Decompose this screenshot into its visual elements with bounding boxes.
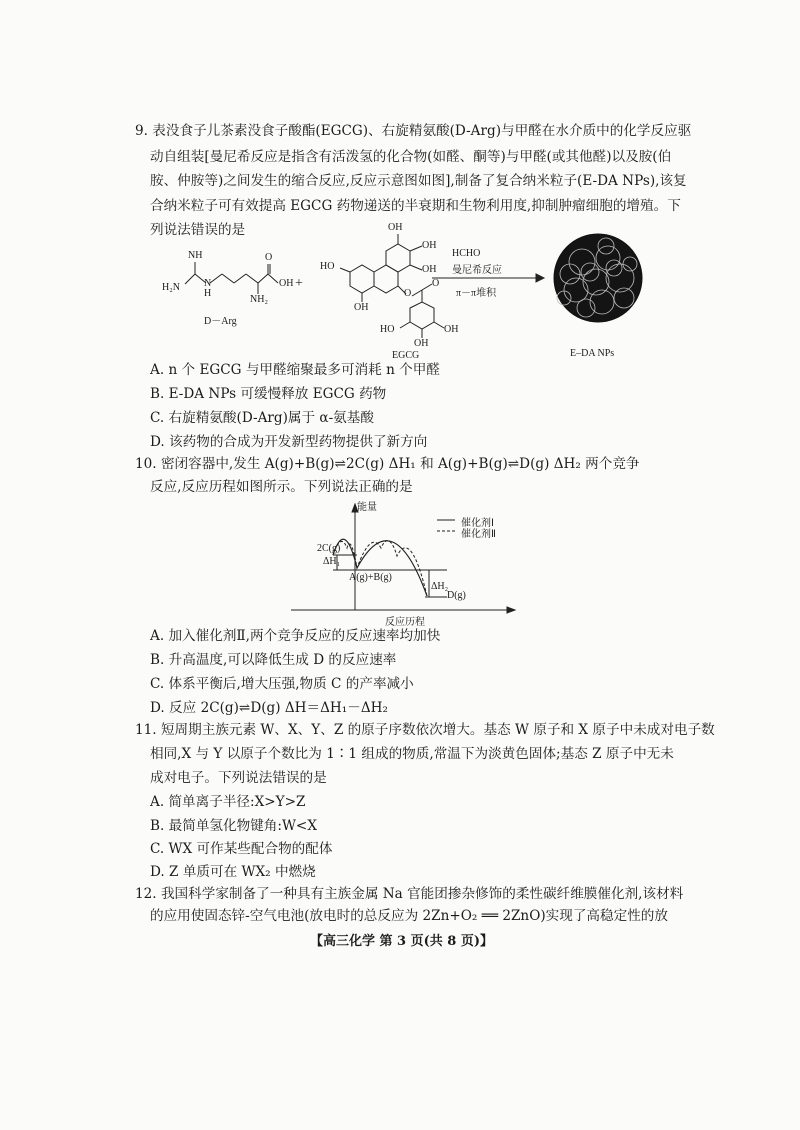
q10-option-a: A. 加入催化剂Ⅱ,两个竞争反应的反应速率均加快 bbox=[150, 628, 441, 644]
arrow-label-mannich: 曼尼希反应 bbox=[452, 265, 502, 276]
q10-line-2: 反应,反应历程如图所示。下列说法正确的是 bbox=[150, 479, 413, 495]
egcg-bond bbox=[340, 268, 350, 272]
reaction-arrow-head bbox=[536, 274, 544, 282]
atom-oh-d1: OH bbox=[414, 338, 429, 349]
atom-h: H bbox=[204, 288, 212, 299]
arrow-label-stacking: π－π堆积 bbox=[456, 288, 497, 299]
q9-reaction-figure bbox=[150, 222, 670, 362]
x-axis-label: 反应历程 bbox=[385, 617, 425, 628]
page-footer: 【高三化学 第 3 页(共 8 页)】 bbox=[310, 934, 494, 949]
label-dh1: ΔH₁ bbox=[323, 556, 341, 567]
egcg-ring-a bbox=[350, 265, 374, 293]
q10-option-c: C. 体系平衡后,增大压强,物质 C 的产率减小 bbox=[150, 676, 414, 692]
darg-bond bbox=[258, 274, 268, 283]
q11-option-d: D. Z 单质可在 WX₂ 中燃烧 bbox=[150, 864, 316, 880]
atom-oh: OH bbox=[279, 278, 294, 289]
atom-o-ester: O bbox=[404, 288, 412, 299]
q9-option-d: D. 该药物的合成为开发新型药物提供了新方向 bbox=[150, 434, 428, 450]
label-ab: A(g)+B(g) bbox=[349, 572, 392, 583]
atom-o: O bbox=[265, 252, 273, 263]
q10-option-d: D. 反应 2C(g)⇌D(g) ΔH＝ΔH₁－ΔH₂ bbox=[150, 700, 388, 716]
egcg-ring-b bbox=[386, 244, 410, 272]
darg-bond bbox=[210, 274, 222, 283]
q11-line-2: 相同,X 与 Y 以原子个数比为 1∶1 组成的物质,常温下为淡黄色固体;基态 Z 原子中无未 bbox=[150, 746, 674, 762]
egcg-bond bbox=[400, 322, 410, 328]
plus-sign: + bbox=[295, 276, 303, 291]
q11-line-3: 成对电子。下列说法错误的是 bbox=[150, 770, 327, 786]
q11-option-a: A. 简单离子半径:X>Y>Z bbox=[150, 794, 306, 810]
y-axis-label: 能量 bbox=[357, 502, 377, 513]
q9-line-1: 9. 表没食子儿茶素没食子酸酯(EGCG)、右旋精氨酸(D-Arg)与甲醛在水介质中的化学反应驱 bbox=[135, 123, 692, 139]
q10-line-1: 10. 密闭容器中,发生 A(g)+B(g)⇌2C(g) ΔH₁ 和 A(g)+B(g)⇌D(g) ΔH₂ 两个竞争 bbox=[135, 456, 640, 472]
atom-oh-a: OH bbox=[354, 302, 369, 313]
egcg-label: EGCG bbox=[392, 350, 420, 361]
atom-o-carbonyl: O bbox=[432, 278, 440, 289]
egcg-ring-c bbox=[374, 265, 398, 293]
egcg-ring-d bbox=[410, 302, 434, 329]
atom-ho-a: HO bbox=[320, 261, 335, 272]
q9-option-a: A. n 个 EGCG 与甲醛缩聚最多可消耗 n 个甲醛 bbox=[150, 362, 440, 378]
atom-oh-b2: OH bbox=[422, 240, 437, 251]
q10-option-b: B. 升高温度,可以降低生成 D 的反应速率 bbox=[150, 652, 397, 668]
x-axis-arrow bbox=[507, 607, 515, 613]
darg-bond bbox=[234, 274, 246, 283]
egcg-bond bbox=[410, 246, 422, 251]
q12-line-1: 12. 我国科学家制备了一种具有主族金属 Na 官能团掺杂修饰的柔性碳纤维膜催化剂,该材料 bbox=[135, 886, 684, 902]
egcg-bond bbox=[410, 265, 422, 270]
q11-line-1: 11. 短周期主族元素 W、X、Y、Z 的原子序数依次增大。基态 W 原子和 X 原子中未成对电子数 bbox=[135, 722, 715, 738]
darg-label: D－Arg bbox=[204, 316, 237, 327]
legend-catalyst-2: 催化剂Ⅱ bbox=[461, 529, 496, 540]
atom-oh-b1: OH bbox=[388, 222, 403, 233]
atom-nh: NH bbox=[188, 250, 203, 261]
q12-line-2: 的应用使固态锌-空气电池(放电时的总反应为 2Zn+O₂ ══ 2ZnO)实现了高稳定性的放 bbox=[150, 908, 668, 924]
arrow-label-hcho: HCHO bbox=[452, 248, 481, 259]
darg-bond bbox=[268, 274, 278, 283]
q11-option-c: C. WX 可作某些配合物的配体 bbox=[150, 841, 333, 857]
product-label: E–DA NPs bbox=[570, 348, 615, 359]
atom-n: N bbox=[204, 278, 212, 289]
q9-line-2: 动自组装[曼尼希反应是指含有活泼氢的化合物(如醛、酮等)与甲醛(或其他醛)以及胺(伯 bbox=[150, 149, 672, 165]
legend-catalyst-1: 催化剂Ⅰ bbox=[461, 518, 494, 529]
egcg-bond bbox=[422, 284, 432, 290]
q9-line-3: 胺、仲胺等)之间发生的缩合反应,反应示意图如图],制备了复合纳米粒子(E-DA NPs),该复 bbox=[150, 173, 687, 189]
q9-option-c: C. 右旋精氨酸(D-Arg)属于 α-氨基酸 bbox=[150, 410, 374, 426]
q9-line-4: 合纳米粒子可有效提高 EGCG 药物递送的半衰期和生物利用度,抑制肿瘤细胞的增殖。下 bbox=[150, 198, 681, 214]
label-d: D(g) bbox=[447, 590, 466, 601]
atom-oh-d2: OH bbox=[444, 324, 459, 335]
atom-nh2: NH₂ bbox=[250, 294, 268, 305]
darg-bond bbox=[246, 274, 258, 283]
egcg-bond bbox=[412, 290, 422, 296]
q10-energy-chart bbox=[285, 500, 525, 626]
atom-ho-d: HO bbox=[380, 324, 395, 335]
darg-bond bbox=[222, 274, 234, 283]
q9-option-b: B. E-DA NPs 可缓慢释放 EGCG 药物 bbox=[150, 386, 387, 402]
q9-line-5: 列说法错误的是 bbox=[150, 222, 246, 238]
curve-catalyst-2 bbox=[333, 541, 427, 596]
label-2c: 2C(g) bbox=[317, 543, 341, 554]
darg-bond bbox=[185, 274, 195, 284]
egcg-bond bbox=[434, 322, 444, 328]
label-dh2: ΔH₂ bbox=[431, 581, 449, 592]
q11-option-b: B. 最简单氢化物键角:W<X bbox=[150, 818, 318, 834]
atom-oh-b3: OH bbox=[422, 264, 437, 275]
atom-h2n: H₂N bbox=[162, 282, 180, 293]
